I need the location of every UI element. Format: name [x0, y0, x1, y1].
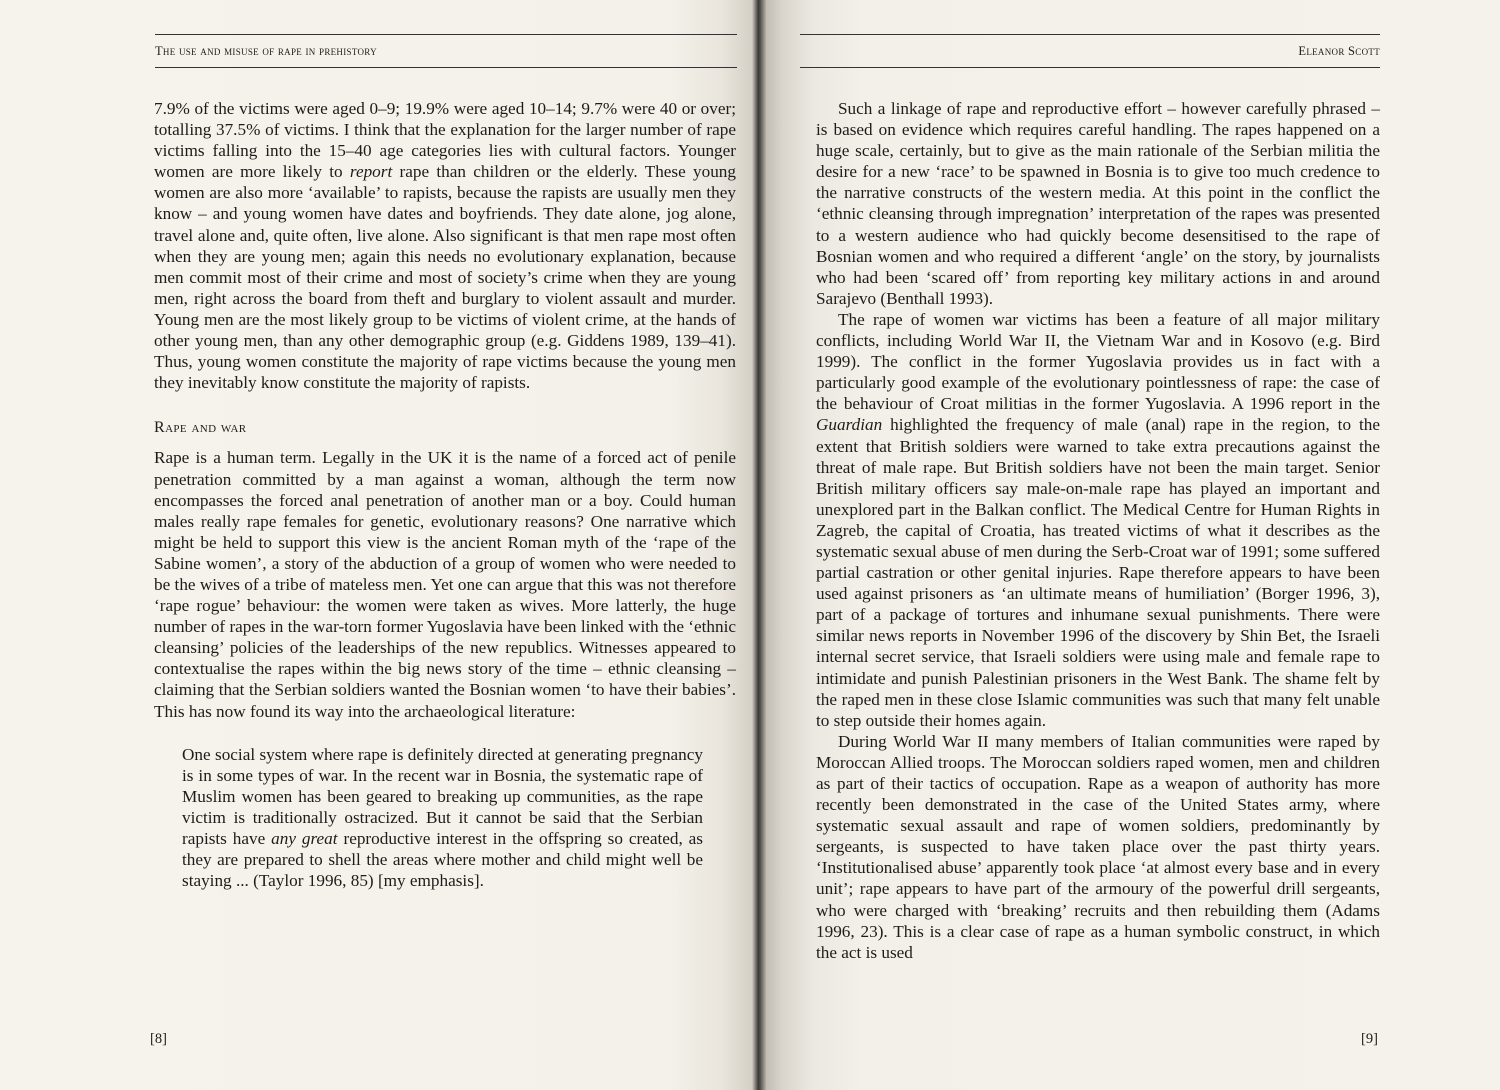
- page-number-right: [9]: [1361, 1031, 1378, 1047]
- text-run: rape than children or the elderly. These young women are also more ‘available’ to rapists, because the rapists are usually men they know – and young women have dates and boyfriends. They date alone, jog alone, travel alone and, quite often, live alone. Also significant is that men rape most often when they are young men; again this needs no evolutionary explanation, because men commit most of their crime and most of society’s crime when they are young men, right across the board from theft and burglary to violent assault and murder. Young men are the most likely group to be victims of violent crime, at the hands of other young men, than any other demographic group (e.g. Giddens 1989, 139–41). Thus, young women constitute the majority of rape victims because the young men they inevitably know constitute the majority of rapists.: [154, 162, 736, 393]
- emphasis: any great: [271, 829, 338, 848]
- paragraph: During World War II many members of Italian communities were raped by Moroccan Allied troops. The Moroccan soldiers raped women, men and children as part of their tactics of occupation. Rape as a weapon of authority has more recently been demonstrated in the case of the United States army, where systematic sexual assault and rape of women soldiers, predominantly by sergeants, is suspected to have taken place over the past thirty years. ‘Institutionalised abuse’ apparently took place ‘at almost every base and in every unit’; rape appears to have part of the armoury of the powerful drill sergeants, who were charged with ‘breaking’ recruits and then rebuilding them (Adams 1996, 23). This is a clear case of rape as a human symbolic construct, in which the act is used: [816, 731, 1380, 962]
- emphasis: report: [349, 162, 393, 182]
- page-number-left: [8]: [150, 1031, 167, 1047]
- running-head-right-text: Eleanor Scott: [1298, 43, 1380, 58]
- right-page: [760, 0, 1500, 1090]
- paragraph: [154, 98, 736, 393]
- paragraph: Such a linkage of rape and reproductive effort – however carefully phrased – is based on evidence which requires careful handling. The rapes happened on a huge scale, certainly, but to give as the main rationale of the Serbian militia the desire for a new ‘race’ to be spawned in Bosnia is to give too much credence to the narrative constructs of the western media. At this point in the conflict the ‘ethnic cleansing through impregnation’ interpretation of the rapes was presented to a western audience who had quickly become desensitised to the rape of Bosnian women and who required a different ‘angle’ on the story, by journalists who had been ‘scared off’ from reporting key military actions in and around Sarajevo (Benthall 1993).: [816, 99, 1380, 308]
- block-quote: [182, 744, 703, 892]
- text-run: 7.9% of the victims were aged 0–9; 19.9% were aged 10–14; 9.7% were 40 or over; totalling 37.5% of victims. I think that the explanation for the larger number of rape victims falling into the 15–40 age categories lies with cultural factors. Younger women are more likely to: [154, 99, 736, 182]
- text-run: One social system where rape is definitely directed at generating pregnancy is in some types of war. In the recent war in Bosnia, the systematic rape of Muslim women has been geared to breaking up communities, as the rape victim is traditionally ostracized. But it cannot be said that the Serbian rapists have: [182, 744, 703, 848]
- paragraph: Rape is a human term. Legally in the UK it is the name of a forced act of penile penetration committed by a man against a woman, although the term now encompasses the forced anal penetration of another man or a boy. Could human males really rape females for genetic, evolutionary reasons? One narrative which might be held to support this view is the ancient Roman myth of the ‘rape of the Sabine women’, a story of the abduction of a group of women who were needed to be the wives of a tribe of mateless men. Yet one can argue that this was not therefore ‘rape rogue’ behaviour: the women were taken as wives. More latterly, the huge number of rapes in the war-torn former Yugoslavia have been linked with the ‘ethnic cleansing’ policies of the leaderships of the new republics. Witnesses appeared to contextualise the rapes within the big news story of the time – ethnic cleansing – claiming that the Serbian soldiers wanted the Bosnian women ‘to have their babies’. This has now found its way into the archaeological literature:: [154, 448, 736, 721]
- right-page-body: [816, 98, 1380, 963]
- left-page-body: [154, 98, 736, 891]
- running-head-left-text: The use and misuse of rape in prehistory: [155, 43, 377, 58]
- book-gutter: [752, 0, 766, 1090]
- running-head-left: [155, 34, 737, 68]
- section-heading: Rape and war: [154, 419, 247, 437]
- paragraph: [816, 309, 1380, 731]
- text-run: The rape of women war victims has been a feature of all major military conflicts, including World War II, the Vietnam War and in Kosovo (e.g. Bird 1999). The conflict in the former Yugoslavia provides us in fact with a particularly good example of the evolutionary pointlessness of rape: the case of the behaviour of Croat militias in the former Yugoslavia. A 1996 report in the: [816, 309, 1380, 414]
- text-run: highlighted the frequency of male (anal) rape in the region, to the extent that British soldiers were warned to take extra precautions against the threat of male rape. But British soldiers have not been the main target. Senior British military officers say male-on-male rape has played an important and unexplored part in the Balkan conflict. The Medical Centre for Human Rights in Zagreb, the capital of Croatia, has treated victims of what it describes as the systematic sexual abuse of men during the Serb-Croat war of 1991; some suffered partial castration or other genital injuries. Rape therefore appears to have been used against prisoners as ‘an ultimate means of humiliation’ (Borger 1996, 3), part of a package of tortures and inhumane sexual punishments. There were similar news reports in November 1996 of the discovery by Shin Bet, the Israeli internal secret service, that Israeli soldiers were using male and female rape to intimidate and punish Palestinian prisoners in the West Bank. The shame felt by the raped men in these close Islamic communities was such that many felt unable to step outside their homes again.: [816, 415, 1380, 730]
- text-run: reproductive interest in the offspring so created, as they are prepared to shell the areas where mother and child might well be staying ... (Taylor 1996, 85) [my emphasis].: [182, 829, 703, 891]
- running-head-right: [800, 34, 1380, 68]
- emphasis: Guardian: [816, 415, 883, 435]
